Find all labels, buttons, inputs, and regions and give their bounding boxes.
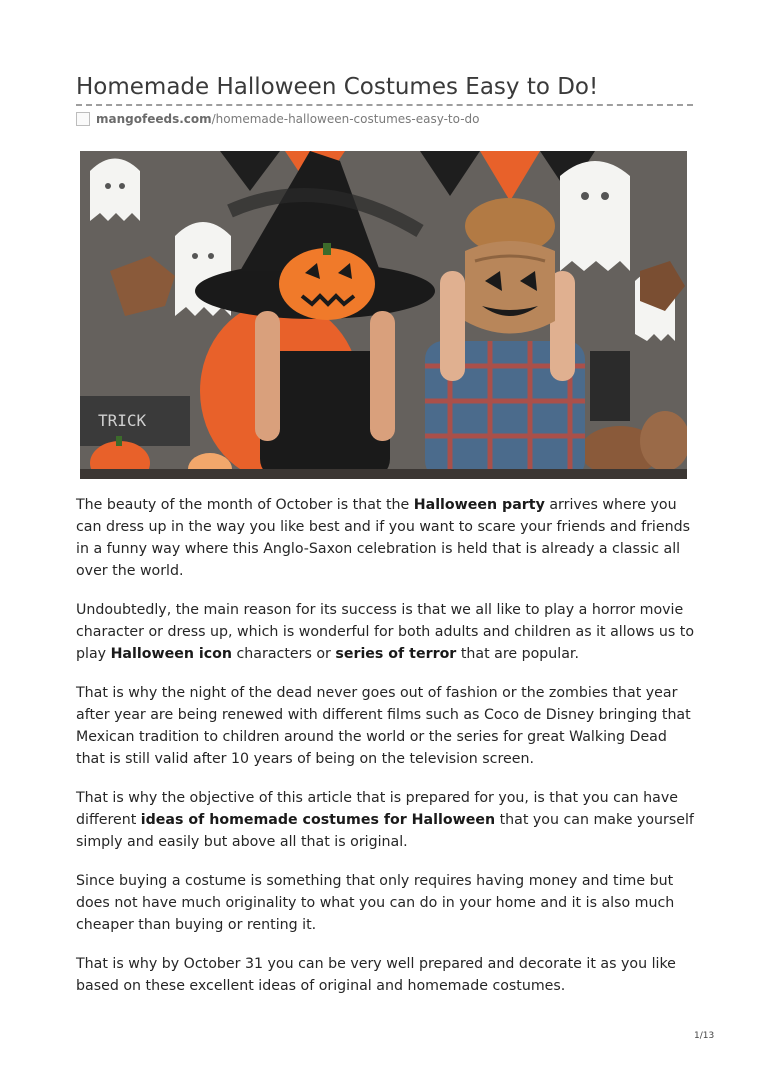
url-domain[interactable]: mangofeeds.com xyxy=(96,112,212,126)
svg-text:TRICK: TRICK xyxy=(98,411,147,430)
title-divider xyxy=(76,104,693,106)
bold-halloween-icon: Halloween icon xyxy=(110,646,232,662)
page-number: 1/13 xyxy=(694,1031,715,1041)
paragraph-4: That is why the objective of this article that is prepared for you, is that you can have different ideas of homemade costumes for Halloween that you can make yourself simply and easily but above all that is original. xyxy=(76,790,694,850)
bold-homemade-costumes: ideas of homemade costumes for Halloween xyxy=(140,812,496,828)
bold-halloween-party: Halloween party xyxy=(413,497,545,513)
paragraph-3: That is why the night of the dead never goes out of fashion or the zombies that year after year are being renewed with different films such as Coco de Disney bringing that Mexican tradition to children around the world or the series for great Walking Dead that is still valid after 10 years of being on the television screen. xyxy=(76,685,691,767)
paragraph-2: Undoubtedly, the main reason for its success is that we all like to play a horror movie character or dress up, which is wonderful for both adults and children as it allows us to play Halloween icon characters or series of terror that are popular. xyxy=(76,602,695,662)
paragraph-5: Since buying a costume is something that only requires having money and time but does not have much originality to what you can do in your home and it is also much cheaper than buying or renting it. xyxy=(76,873,675,933)
page-title: Homemade Halloween Costumes Easy to Do! xyxy=(76,74,599,100)
halloween-kids-photo-icon xyxy=(80,151,687,479)
url-path[interactable]: /homemade-halloween-costumes-easy-to-do xyxy=(211,112,480,126)
article-body xyxy=(76,494,696,1014)
favicon-icon xyxy=(76,112,90,126)
source-url[interactable] xyxy=(76,110,479,128)
bold-series-of-terror: series of terror xyxy=(335,646,457,662)
paragraph-6: That is why by October 31 you can be very well prepared and decorate it as you like based on these excellent ideas of original and homemade costumes. xyxy=(76,956,676,994)
paragraph-1: The beauty of the month of October is that the Halloween party arrives where you can dress up in the way you like best and if you want to scare your friends and friends in a funny way where this Anglo-Saxon celebration is held that is already a classic all over the world. xyxy=(76,497,690,579)
hero-image xyxy=(80,151,687,479)
